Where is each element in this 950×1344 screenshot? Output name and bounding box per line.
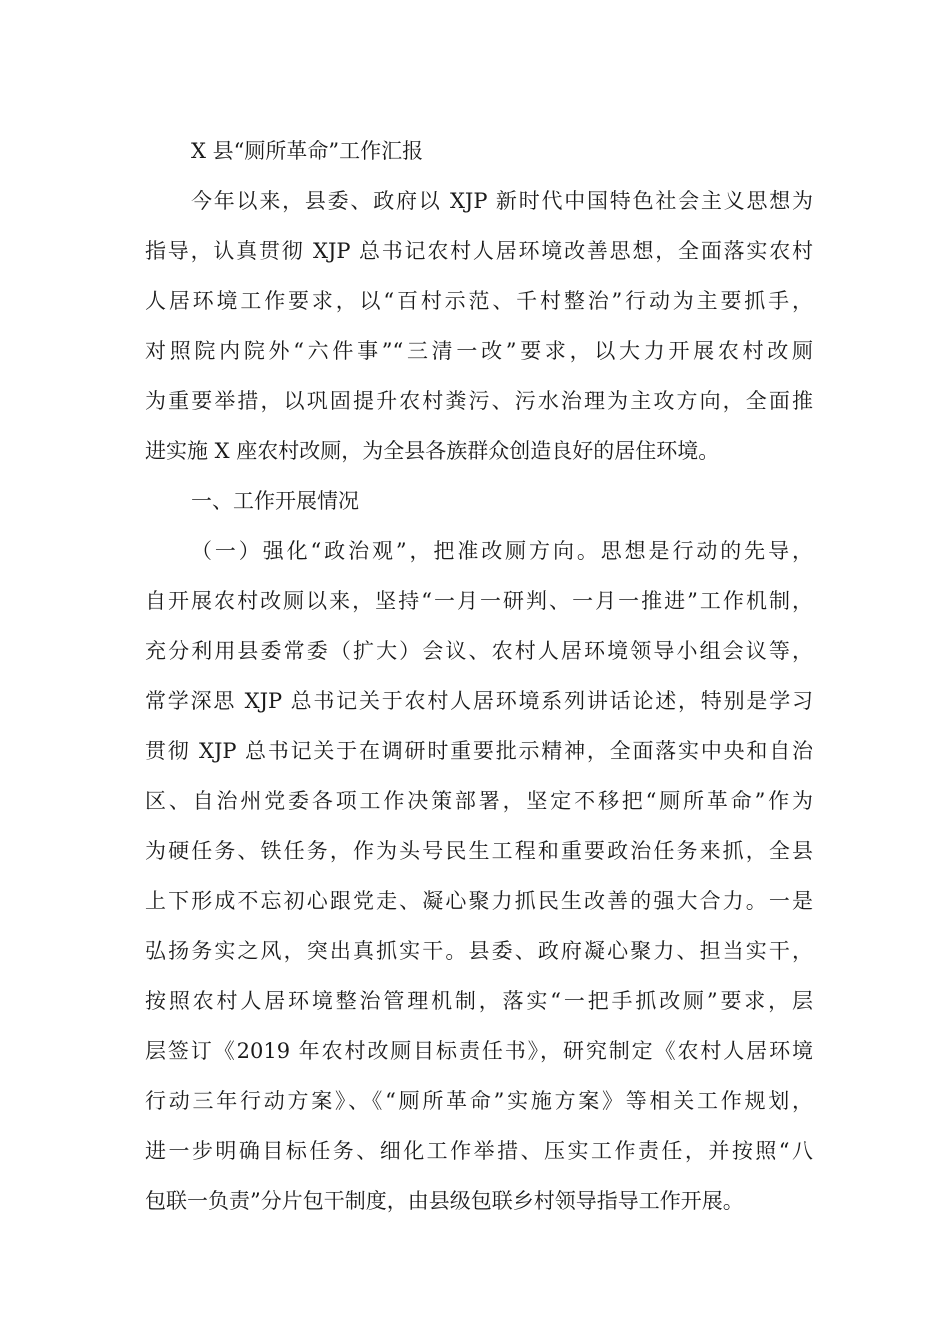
paragraph-line: 区、自治州党委各项工作决策部署，坚定不移把“厕所革命”作为: [145, 789, 813, 813]
paragraph-line: （一）强化“政治观”，把准改厕方向。思想是行动的先导，: [191, 539, 813, 563]
paragraph-line: 指导，认真贯彻 XJP 总书记农村人居环境改善思想，全面落实农村: [145, 239, 813, 263]
paragraph-line: 充分利用县委常委（扩大）会议、农村人居环境领导小组会议等，: [145, 639, 813, 663]
paragraph-line: 行动三年行动方案》、《“厕所革命”实施方案》等相关工作规划，: [145, 1089, 813, 1113]
document-title: X 县“厕所革命”工作汇报: [191, 139, 424, 163]
paragraph-line: 层签订《2019 年农村改厕目标责任书》，研究制定《农村人居环境: [145, 1039, 813, 1063]
paragraph-line: 对照院内院外“六件事”“三清一改”要求，以大力开展农村改厕: [145, 339, 813, 363]
paragraph-line: 进实施 X 座农村改厕，为全县各族群众创造良好的居住环境。: [145, 439, 720, 463]
paragraph-line: 包联一负责”分片包干制度，由县级包联乡村领导指导工作开展。: [145, 1189, 744, 1213]
paragraph-line: 贯彻 XJP 总书记关于在调研时重要批示精神，全面落实中央和自治: [145, 739, 813, 763]
paragraph-line: 进一步明确目标任务、细化工作举措、压实工作责任，并按照“八: [145, 1139, 813, 1163]
paragraph-line: 人居环境工作要求，以“百村示范、千村整治”行动为主要抓手，: [145, 289, 813, 313]
paragraph-line: 常学深思 XJP 总书记关于农村人居环境系列讲话论述，特别是学习: [145, 689, 813, 713]
paragraph-line: 弘扬务实之风，突出真抓实干。县委、政府凝心聚力、担当实干，: [145, 939, 813, 963]
paragraph-line: 为硬任务、铁任务，作为头号民生工程和重要政治任务来抓，全县: [145, 839, 813, 863]
section-paragraph: [145, 526, 813, 1226]
paragraph-line: 为重要举措，以巩固提升农村粪污、污水治理为主攻方向，全面推: [145, 389, 813, 413]
paragraph-line: 按照农村人居环境整治管理机制，落实“一把手抓改厕”要求，层: [145, 989, 813, 1013]
section-heading: 一、工作开展情况: [191, 489, 359, 513]
document-body: [145, 126, 813, 1226]
paragraph-line: 今年以来，县委、政府以 XJP 新时代中国特色社会主义思想为: [191, 189, 813, 213]
intro-paragraph: [145, 176, 813, 476]
paragraph-line: 上下形成不忘初心跟党走、凝心聚力抓民生改善的强大合力。一是: [145, 889, 813, 913]
paragraph-line: 自开展农村改厕以来，坚持“一月一研判、一月一推进”工作机制，: [145, 589, 813, 613]
